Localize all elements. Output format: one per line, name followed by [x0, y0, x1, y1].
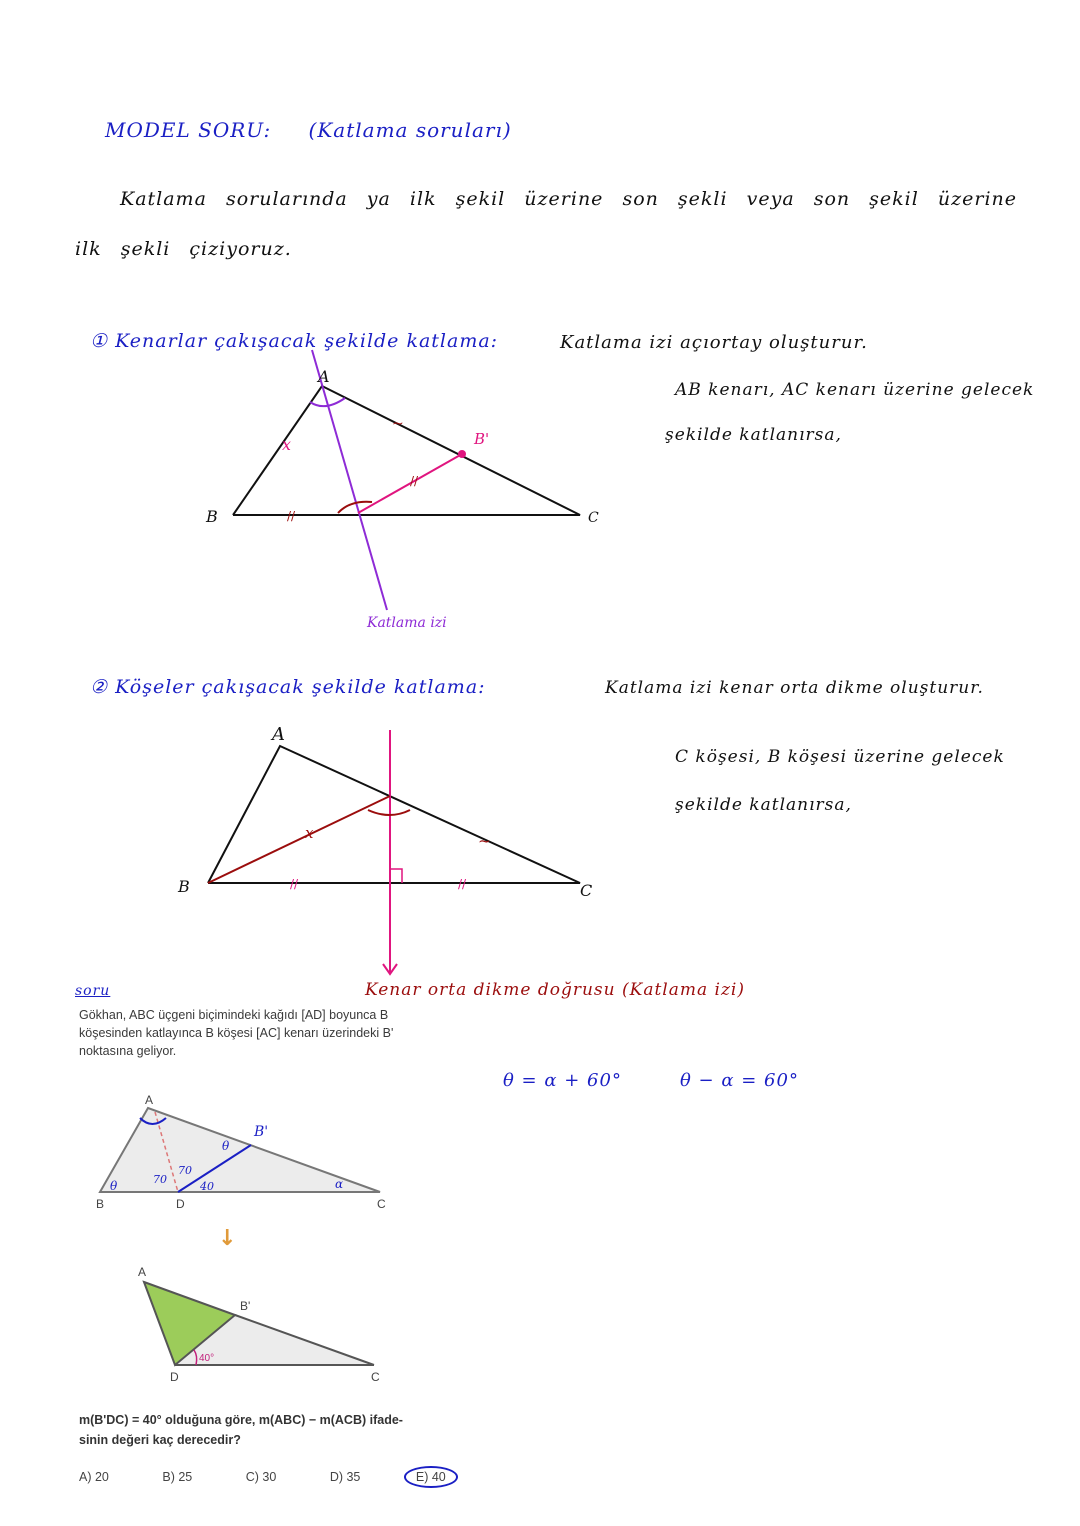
svg-text:C: C — [371, 1370, 380, 1384]
svg-text:θ: θ — [110, 1179, 118, 1193]
question-text-line-2: köşesinden katlayınca B köşesi [AC] kenarı üzerindeki B' — [79, 1026, 394, 1040]
svg-text:A: A — [138, 1265, 147, 1279]
option-c[interactable]: C) 30 — [245, 1470, 277, 1484]
option-a[interactable]: A) 20 — [79, 1470, 109, 1484]
fold-trace-label: Katlama izi — [367, 615, 447, 631]
intro-line-2: ilk şekli çiziyoruz. — [75, 238, 292, 260]
svg-text://: // — [287, 509, 296, 523]
section2-note-1: C köşesi, B köşesi üzerine gelecek — [675, 747, 1005, 767]
svg-text:C: C — [377, 1197, 386, 1211]
question-text-line-3: noktasına geliyor. — [79, 1044, 177, 1058]
perpendicular-bisector-label: Kenar orta dikme doğrusu (Katlama izi) — [365, 980, 746, 1000]
intro-line-1: Katlama sorularında ya ilk şekil üzerine son şekli veya son şekil üzerine — [120, 188, 1018, 210]
title-text: MODEL SORU: — [105, 118, 272, 142]
section1-number: ① — [90, 330, 109, 352]
section1-note-1: AB kenarı, AC kenarı üzerine gelecek — [675, 380, 1035, 400]
subtitle-text: (Katlama soruları) — [308, 118, 512, 142]
svg-text:B': B' — [240, 1299, 251, 1313]
section2-title: Köşeler çakışacak şekilde katlama: — [115, 676, 486, 698]
svg-text:B: B — [96, 1197, 105, 1211]
solution-eq-1: θ = α + 60° — [503, 1070, 622, 1091]
section1-note-2: şekilde katlanırsa, — [665, 425, 842, 445]
svg-text:α: α — [335, 1177, 344, 1191]
svg-text:~: ~ — [392, 416, 404, 432]
svg-text:A: A — [318, 367, 330, 386]
down-arrow-icon: ↓ — [218, 1226, 237, 1251]
svg-text:B: B — [206, 507, 218, 526]
svg-text:B': B' — [474, 430, 490, 448]
question-prompt-line-2: sinin değeri kaç derecedir? — [79, 1433, 241, 1447]
section2-number: ② — [90, 676, 109, 698]
svg-text:x: x — [282, 435, 292, 454]
question-prompt-line-1: m(B'DC) = 40° olduğuna göre, m(ABC) − m(ACB) ifade- — [79, 1413, 403, 1427]
question-prompt — [79, 1410, 403, 1450]
svg-text:x: x — [305, 824, 314, 842]
question-text-line-1: Gökhan, ABC üçgeni biçimindeki kağıdı [AD] boyunca B — [79, 1008, 389, 1022]
option-b[interactable]: B) 25 — [162, 1470, 193, 1484]
svg-text:70: 70 — [178, 1164, 192, 1177]
svg-text:θ: θ — [222, 1139, 230, 1153]
option-e[interactable]: E) 40 — [404, 1466, 458, 1488]
section2-rule: Katlama izi kenar orta dikme oluşturur. — [605, 678, 984, 698]
option-d[interactable]: D) 35 — [329, 1470, 361, 1484]
answer-options — [79, 1470, 508, 1484]
solution-eq-2: θ − α = 60° — [680, 1070, 799, 1091]
svg-text://: // — [410, 474, 419, 488]
svg-text:A: A — [145, 1093, 154, 1107]
section1-title: Kenarlar çakışacak şekilde katlama: — [115, 330, 499, 352]
svg-text:D: D — [176, 1197, 185, 1211]
svg-text:C: C — [588, 510, 599, 526]
svg-text:B: B — [178, 877, 190, 896]
svg-text:D: D — [170, 1370, 179, 1384]
section1-rule: Katlama izi açıortay oluşturur. — [560, 332, 868, 353]
svg-text:40: 40 — [200, 1180, 214, 1193]
svg-text:B': B' — [254, 1124, 269, 1140]
question-label: soru — [75, 983, 111, 999]
angle-40-label: 40° — [199, 1353, 215, 1364]
svg-text:A: A — [272, 724, 285, 745]
svg-text:70: 70 — [153, 1173, 167, 1186]
section2-note-2: şekilde katlanırsa, — [675, 795, 852, 815]
svg-text:C: C — [580, 881, 593, 900]
svg-text://: // — [290, 877, 299, 891]
svg-text:~: ~ — [478, 832, 491, 850]
svg-text://: // — [458, 877, 467, 891]
